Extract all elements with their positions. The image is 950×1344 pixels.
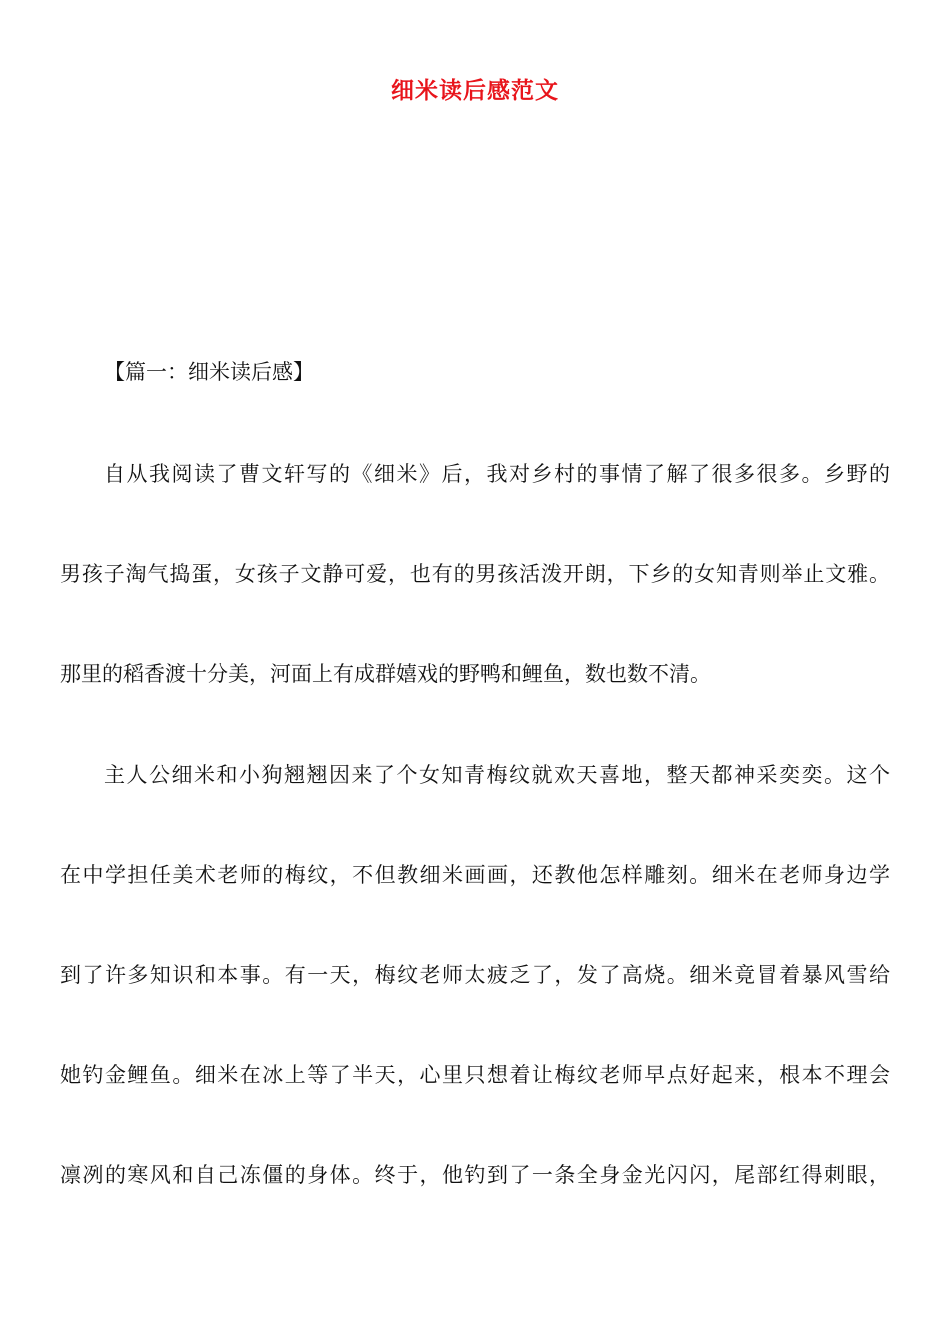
paragraph-line: 到了许多知识和本事。有一天，梅纹老师太疲乏了，发了高烧。细米竟冒着暴风雪给 [60,963,890,987]
paragraph-line: 凛冽的寒风和自己冻僵的身体。终于，他钓到了一条全身金光闪闪，尾部红得刺眼， [60,1163,890,1187]
document-title: 细米读后感范文 [391,78,559,104]
paragraph-line: 男孩子淘气捣蛋，女孩子文静可爱，也有的男孩活泼开朗，下乡的女知青则举止文雅。 [60,562,890,586]
paragraph-line: 她钓金鲤鱼。细米在冰上等了半天，心里只想着让梅纹老师早点好起来，根本不理会 [60,1063,890,1087]
paragraph-line: 在中学担任美术老师的梅纹，不但教细米画画，还教他怎样雕刻。细米在老师身边学 [60,863,890,887]
paragraph-line: 自从我阅读了曹文轩写的《细米》后，我对乡村的事情了解了很多很多。乡野的 [104,462,890,486]
section-heading: 【篇一：细米读后感】 [104,360,314,384]
paragraph-line: 那里的稻香渡十分美，河面上有成群嬉戏的野鸭和鲤鱼，数也数不清。 [60,662,711,686]
paragraph-line: 主人公细米和小狗翘翘因来了个女知青梅纹就欢天喜地，整天都神采奕奕。这个 [104,763,890,787]
